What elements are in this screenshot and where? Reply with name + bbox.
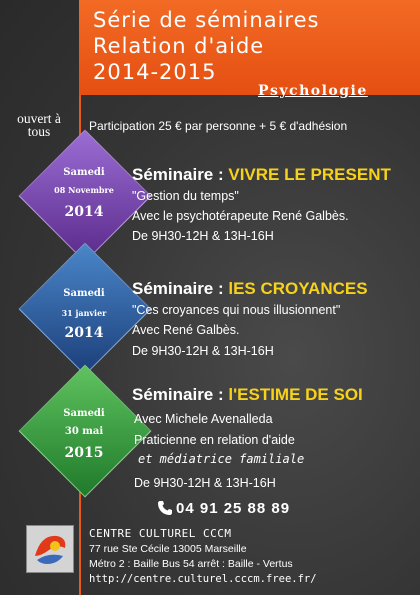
header-line-1: Série de séminaires <box>93 8 320 32</box>
footer-address: 77 rue Ste Cécile 13005 Marseille <box>89 543 247 555</box>
seminar-1-title: VIVRE LE PRESENT <box>228 165 391 184</box>
seminar-1-heading <box>132 165 391 185</box>
seminar-3-day: Samedi <box>63 408 105 419</box>
seminar-3-heading <box>132 385 363 405</box>
seminar-1-line-3: De 9H30-12H & 13H-16H <box>132 229 274 243</box>
phone-icon <box>157 500 173 516</box>
seminar-1-prefix: Séminaire : <box>132 165 229 184</box>
seminar-3-prefix: Séminaire : <box>132 385 229 404</box>
header-line-3: 2014-2015 <box>93 60 217 84</box>
phone-number: 04 91 25 88 89 <box>176 500 291 517</box>
category-label: Psychologie <box>258 83 368 99</box>
seminar-1-year: 2014 <box>64 204 104 220</box>
seminar-3-date: 30 mai <box>64 426 104 437</box>
footer-venue-name: CENTRE CULTUREL CCCM <box>89 527 232 540</box>
seminar-3-line-3: et médiatrice familiale <box>138 452 305 466</box>
footer-url[interactable]: http://centre.culturel.cccm.free.fr/ <box>89 573 317 585</box>
seminar-2-line-3: De 9H30-12H & 13H-16H <box>132 344 274 358</box>
seminar-3-title: l'ESTIME DE SOI <box>228 385 363 404</box>
seminar-2-day: Samedi <box>63 288 105 299</box>
seminar-2-prefix: Séminaire : <box>132 279 229 298</box>
seminar-2-line-2: Avec René Galbès. <box>132 323 240 337</box>
seminar-3-line-4: De 9H30-12H & 13H-16H <box>134 476 276 490</box>
seminar-3-line-2: Praticienne en relation d'aide <box>134 433 295 447</box>
seminar-1-day: Samedi <box>63 167 105 178</box>
footer-transport: Métro 2 : Baille Bus 54 arrêt : Baille - Vertus <box>89 558 293 570</box>
seminar-1-date: 08 Novembre <box>54 185 114 195</box>
header-banner <box>79 0 420 95</box>
seminar-2-year: 2014 <box>64 325 104 341</box>
seminar-3-year: 2015 <box>64 445 104 461</box>
seminar-1-line-2: Avec le psychotérapeute René Galbès. <box>132 209 349 223</box>
cccm-logo <box>26 525 74 573</box>
header-line-2: Relation d'aide <box>93 34 265 58</box>
seminar-1-line-1: "Gestion du temps" <box>132 189 239 203</box>
ouvert-label: ouvert à tous <box>17 111 61 139</box>
seminar-2-line-1: "Ces croyances qui nous illusionnent" <box>132 303 341 317</box>
seminar-2-heading <box>132 279 368 299</box>
seminar-2-date: 31 janvier <box>61 308 107 318</box>
seminar-2-title: lES CROYANCES <box>228 279 368 298</box>
participation-text: Participation 25 € par personne + 5 € d'adhésion <box>89 119 348 133</box>
seminar-3-line-1: Avec Michele Avenalleda <box>134 412 273 426</box>
